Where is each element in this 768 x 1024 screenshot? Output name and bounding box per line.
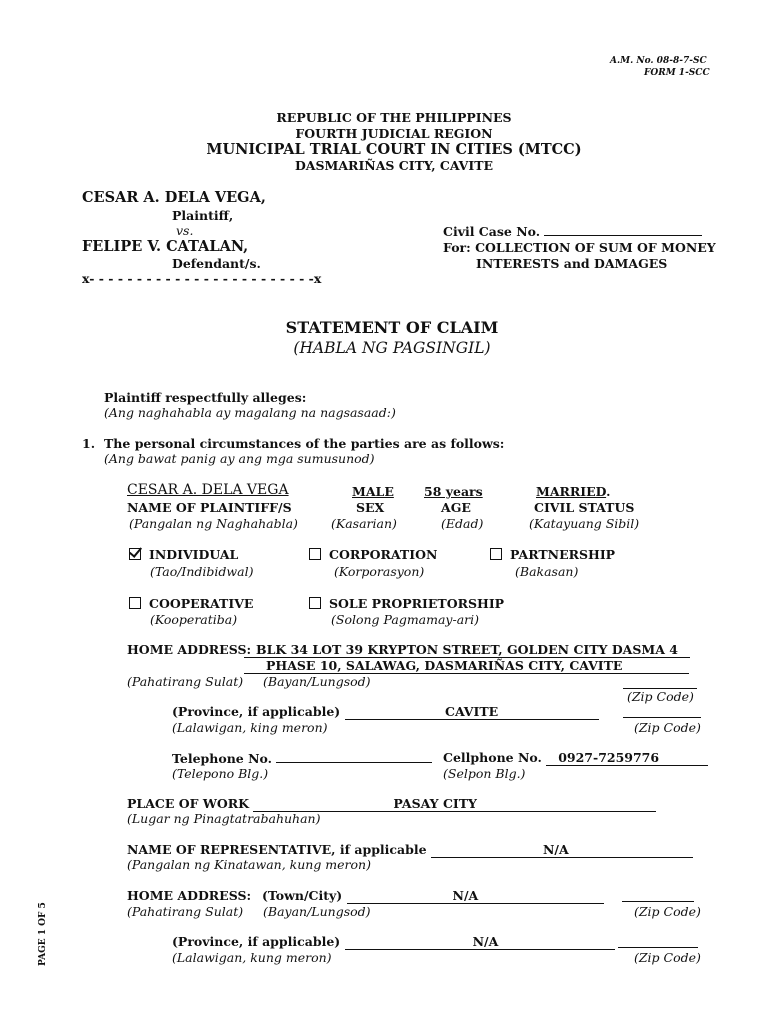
label-civil-status: CIVIL STATUS xyxy=(534,500,635,515)
doc-title: STATEMENT OF CLAIM xyxy=(285,318,499,337)
defendant-label: Defendant/s. xyxy=(172,256,261,271)
rep-address-trans1: (Pahatirang Sulat) xyxy=(127,904,244,919)
for-line2: INTERESTS and DAMAGES xyxy=(476,256,668,271)
telephone-field xyxy=(172,750,432,766)
home-address-line2: PHASE 10, SALAWAG, DASMARIÑAS CITY, CAVITE xyxy=(244,658,689,674)
work-value[interactable]: PASAY CITY xyxy=(253,796,656,812)
zip-label-2: (Zip Code) xyxy=(634,720,701,735)
unchecked-box-icon[interactable] xyxy=(309,597,321,609)
zip-code-input-2[interactable] xyxy=(623,705,701,721)
form-ref-line2: FORM 1-SCC xyxy=(644,68,710,78)
item1-line1: The personal circumstances of the parties are as follows: xyxy=(104,436,505,451)
home-address-trans2: (Bayan/Lungsod) xyxy=(263,674,371,689)
rep-zip-input-1[interactable] xyxy=(622,889,694,905)
form-ref-line1: A.M. No. 08-8-7-SC xyxy=(610,56,707,66)
civil-case-field xyxy=(443,223,702,239)
vs-label: vs. xyxy=(176,223,194,238)
work-label: PLACE OF WORK xyxy=(127,796,250,811)
item1-line2: (Ang bawat panig ay ang mga sumusunod) xyxy=(104,451,375,466)
partnership-label: PARTNERSHIP xyxy=(510,547,616,562)
defendant-name: FELIPE V. CATALAN, xyxy=(82,238,249,255)
plaintiff-info-age: 58 years xyxy=(424,484,483,499)
cellphone-value[interactable]: 0927-7259776 xyxy=(546,750,708,766)
caption-separator: x- - - - - - - - - - - - - - - - - - - - - - - -x xyxy=(82,271,322,286)
cooperative-translation: (Kooperatiba) xyxy=(150,612,238,627)
court-line3: MUNICIPAL TRIAL COURT IN CITIES (MTCC) xyxy=(206,141,582,158)
checkbox-cooperative[interactable] xyxy=(129,596,253,611)
province-field xyxy=(172,704,599,720)
trans-age: (Edad) xyxy=(441,516,484,531)
court-line1: REPUBLIC OF THE PHILIPPINES xyxy=(276,110,512,125)
home-address-trans1: (Pahatirang Sulat) xyxy=(127,674,244,689)
rep-province-translation: (Lalawigan, kung meron) xyxy=(172,950,332,965)
trans-sex: (Kasarian) xyxy=(331,516,397,531)
cellphone-translation: (Selpon Blg.) xyxy=(443,766,526,781)
page-number: PAGE 1 OF 5 xyxy=(38,902,48,966)
doc-subtitle: (HABLA NG PAGSINGIL) xyxy=(293,339,491,357)
plaintiff-info-name: CESAR A. DELA VEGA xyxy=(127,482,289,498)
civil-case-input[interactable] xyxy=(544,223,702,236)
rep-town-value[interactable]: N/A xyxy=(347,888,604,904)
rep-zip-label-2: (Zip Code) xyxy=(634,950,701,965)
province-translation: (Lalawigan, king meron) xyxy=(172,720,328,735)
checkbox-individual[interactable] xyxy=(129,547,238,562)
rep-province-label: (Province, if applicable) xyxy=(172,934,341,949)
representative-value[interactable]: N/A xyxy=(431,842,693,858)
checkbox-sole-proprietorship[interactable] xyxy=(309,596,504,611)
cellphone-label: Cellphone No. xyxy=(443,750,542,765)
home-address-line2-field[interactable] xyxy=(244,658,689,674)
home-address-label: HOME ADDRESS: xyxy=(127,642,252,657)
plaintiff-info-sex: MALE xyxy=(352,484,394,499)
work-field xyxy=(127,796,656,812)
sole-proprietorship-label: SOLE PROPRIETORSHIP xyxy=(329,596,505,611)
unchecked-box-icon[interactable] xyxy=(129,597,141,609)
telephone-translation: (Telepono Blg.) xyxy=(172,766,269,781)
unchecked-box-icon[interactable] xyxy=(490,548,502,560)
plaintiff-label: Plaintiff, xyxy=(172,208,234,223)
label-sex: SEX xyxy=(356,500,385,515)
sole-proprietorship-translation: (Solong Pagmamay-ari) xyxy=(331,612,480,627)
label-name-plaintiff: NAME OF PLAINTIFF/S xyxy=(127,500,292,515)
intro-line2: (Ang naghahabla ay magalang na nagsasaad:) xyxy=(104,405,396,420)
home-address-line1-field[interactable] xyxy=(244,642,690,658)
representative-translation: (Pangalan ng Kinatawan, kung meron) xyxy=(127,857,371,872)
civil-status-value: MARRIED xyxy=(536,484,607,499)
label-age: AGE xyxy=(441,500,471,515)
rep-zip-input-2[interactable] xyxy=(618,935,698,951)
cooperative-label: COOPERATIVE xyxy=(149,596,254,611)
for-line1: For: COLLECTION OF SUM OF MONEY xyxy=(443,240,716,255)
telephone-label: Telephone No. xyxy=(172,751,272,766)
province-value[interactable]: CAVITE xyxy=(345,704,599,720)
rep-province-value[interactable]: N/A xyxy=(345,934,615,950)
home-address-line1: BLK 34 LOT 39 KRYPTON STREET, GOLDEN CITY DASMA 4 xyxy=(244,642,690,658)
court-line2: FOURTH JUDICIAL REGION xyxy=(295,126,493,141)
rep-province-field xyxy=(172,934,615,950)
court-line4: DASMARIÑAS CITY, CAVITE xyxy=(294,158,494,173)
telephone-input[interactable] xyxy=(276,750,432,763)
plaintiff-info-civil-status xyxy=(536,484,610,499)
work-translation: (Lugar ng Pinagtatrabahuhan) xyxy=(127,811,321,826)
corporation-label: CORPORATION xyxy=(329,547,438,562)
civil-case-label: Civil Case No. xyxy=(443,224,541,239)
cellphone-field xyxy=(443,750,708,766)
trans-name-plaintiff: (Pangalan ng Naghahabla) xyxy=(129,516,298,531)
zip-label-1: (Zip Code) xyxy=(627,689,694,704)
checkbox-corporation[interactable] xyxy=(309,547,437,562)
unchecked-box-icon[interactable] xyxy=(309,548,321,560)
individual-label: INDIVIDUAL xyxy=(149,547,239,562)
civil-status-suffix: . xyxy=(606,484,611,499)
trans-civil-status: (Katayuang Sibil) xyxy=(529,516,640,531)
intro-line1: Plaintiff respectfully alleges: xyxy=(104,390,307,405)
plaintiff-name: CESAR A. DELA VEGA, xyxy=(82,189,266,206)
checked-box-icon[interactable] xyxy=(129,548,141,560)
rep-home-address-label: HOME ADDRESS: xyxy=(127,888,252,903)
rep-zip-label-1: (Zip Code) xyxy=(634,904,701,919)
rep-town-label: (Town/City) xyxy=(262,888,343,903)
representative-label: NAME OF REPRESENTATIVE, if applicable xyxy=(127,842,427,857)
representative-field xyxy=(127,842,693,858)
rep-town-field xyxy=(262,888,604,904)
province-label: (Province, if applicable) xyxy=(172,704,341,719)
item1-number: 1. xyxy=(82,436,96,451)
rep-address-trans2: (Bayan/Lungsod) xyxy=(263,904,371,919)
corporation-translation: (Korporasyon) xyxy=(334,564,425,579)
partnership-translation: (Bakasan) xyxy=(515,564,579,579)
checkbox-partnership[interactable] xyxy=(490,547,615,562)
individual-translation: (Tao/Indibidwal) xyxy=(150,564,254,579)
